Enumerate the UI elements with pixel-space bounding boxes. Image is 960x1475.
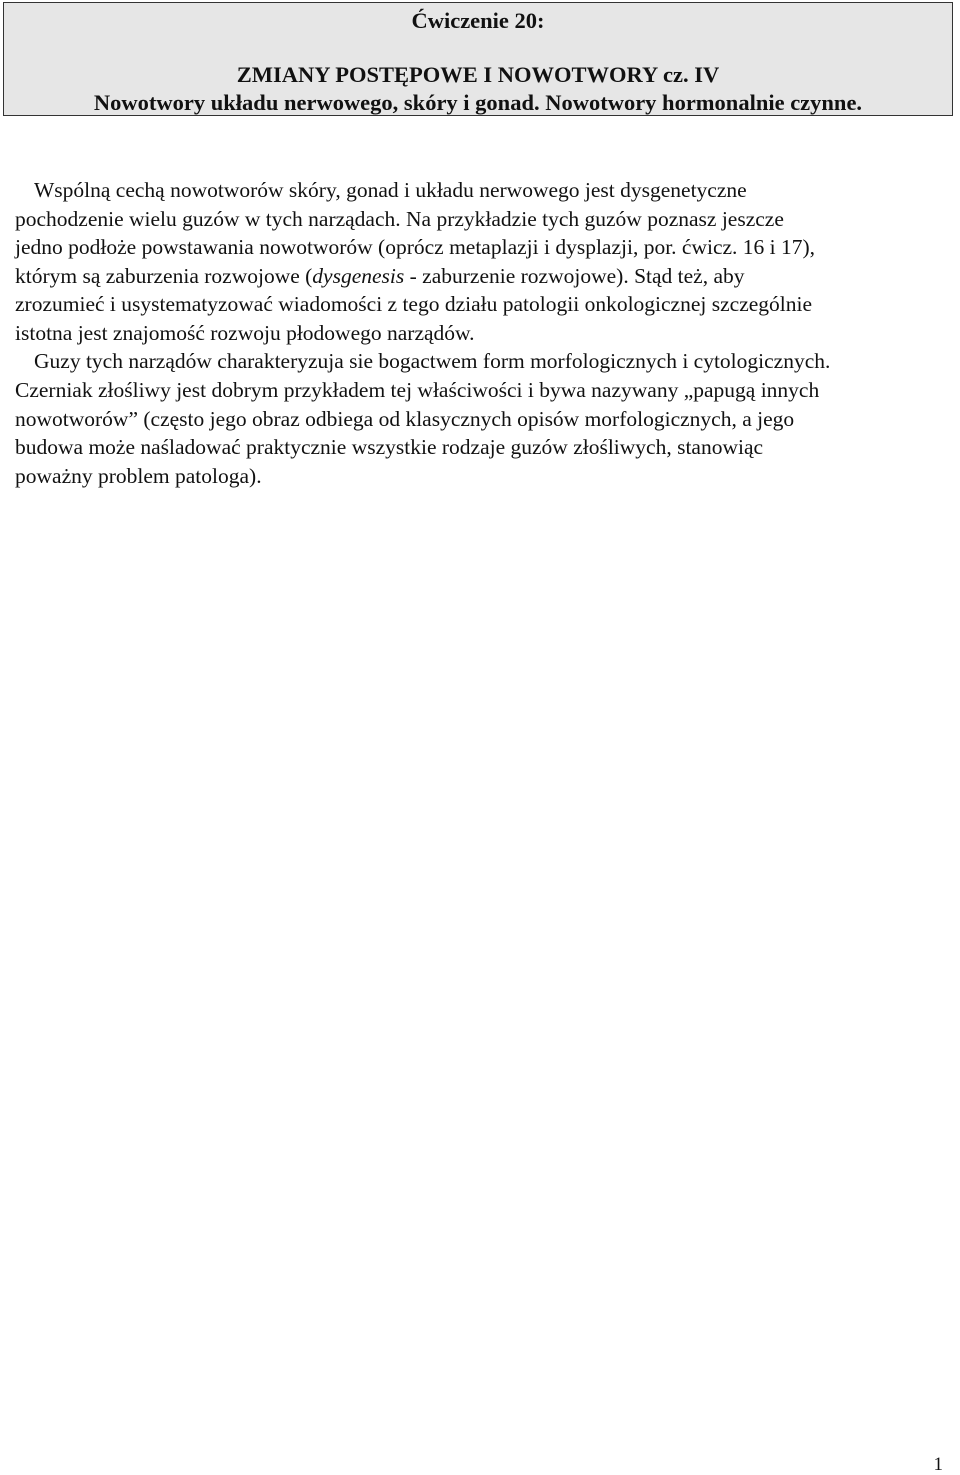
exercise-header-box — [3, 2, 953, 116]
exercise-number: Ćwiczenie 20: — [411, 8, 545, 33]
page-title: ZMIANY POSTĘPOWE I NOWOTWORY cz. IV — [236, 62, 720, 87]
page-subtitle: Nowotwory układu nerwowego, skóry i gonad. Nowotwory hormonalnie czynne. — [93, 90, 863, 115]
latin-term: dysgenesis — [312, 263, 405, 288]
paragraph-line: nowotworów” (często jego obraz odbiega od klasycznych opisów morfologicznych, a jego — [15, 406, 795, 431]
page-number: 1 — [933, 1454, 943, 1475]
paragraph-line: Guzy tych narządów charakteryzuja sie bogactwem form morfologicznych i cytologicznych. — [34, 349, 831, 373]
paragraph-line: poważny problem patologa). — [15, 463, 262, 488]
paragraph-line: jedno podłoże powstawania nowotworów (oprócz metaplazji i dysplazji, por. ćwicz. 16 i 17), — [15, 235, 816, 260]
text-fragment: - zaburzenie rozwojowe). Stąd też, aby — [404, 263, 745, 288]
paragraph-line: Wspólną cechą nowotworów skóry, gonad i układu nerwowego jest dysgenetyczne — [34, 178, 747, 202]
paragraph-line: pochodzenie wielu guzów w tych narządach. Na przykładzie tych guzów poznasz jeszcze — [15, 206, 784, 231]
paragraph-line — [15, 262, 955, 291]
paragraph-melanoma — [15, 376, 955, 490]
paragraph-line: budowa może naśladować praktycznie wszystkie rodzaje guzów złośliwych, stanowiąc — [15, 435, 764, 460]
text-fragment: którym są zaburzenia rozwojowe ( — [15, 263, 313, 288]
paragraph-intro — [15, 176, 955, 348]
paragraph-morphology — [15, 347, 955, 376]
paragraph-line: istotna jest znajomość rozwoju płodowego narządów. — [15, 320, 475, 345]
paragraph-line: zrozumieć i usystematyzować wiadomości z tego działu patologii onkologicznej szczególnie — [15, 292, 813, 317]
paragraph-line: Czerniak złośliwy jest dobrym przykładem tej właściwości i bywa nazywany „papugą innych — [15, 378, 820, 402]
